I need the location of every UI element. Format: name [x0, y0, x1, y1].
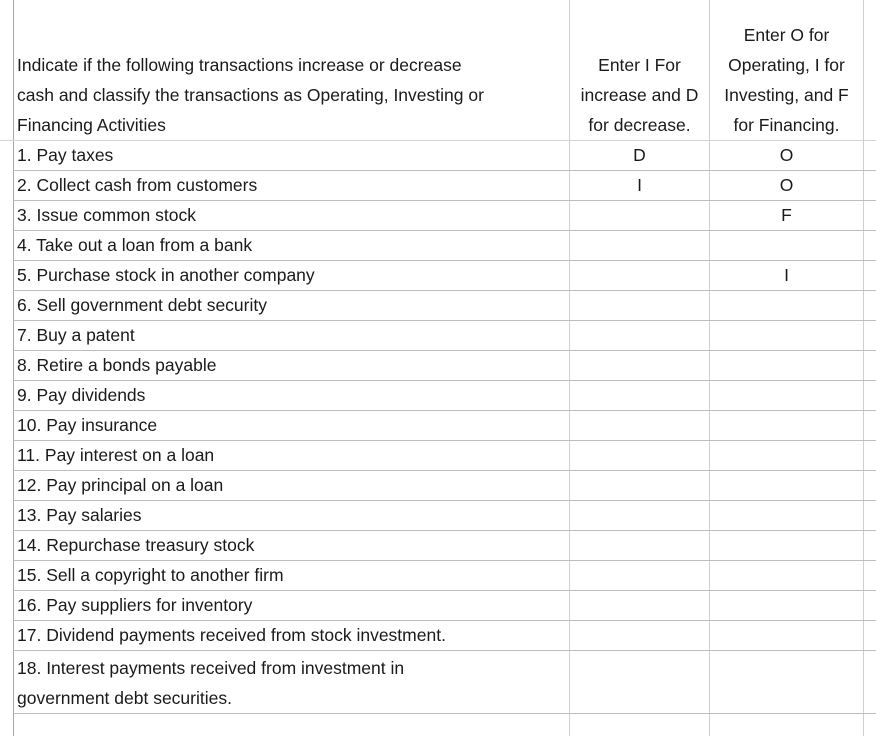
- activity-type-cell[interactable]: O: [779, 175, 794, 195]
- row-description: 3. Issue common stock: [17, 205, 196, 225]
- grid-line: [13, 650, 876, 651]
- row-description: 13. Pay salaries: [17, 505, 142, 525]
- activity-type-cell[interactable]: O: [779, 145, 794, 165]
- row-description-line: government debt securities.: [17, 688, 232, 708]
- row-description: 10. Pay insurance: [17, 415, 158, 435]
- header-col-c-line: Operating, I for: [728, 55, 845, 75]
- row-description: 16. Pay suppliers for inventory: [17, 595, 253, 615]
- row-description: 8. Retire a bonds payable: [17, 355, 217, 375]
- row-description: 12. Pay principal on a loan: [17, 475, 224, 495]
- grid-line: [863, 0, 864, 736]
- activity-type-cell[interactable]: F: [781, 205, 792, 225]
- activity-type-cell[interactable]: I: [784, 265, 789, 285]
- grid-line: [13, 500, 876, 501]
- header-col-b-line: increase and D: [580, 85, 699, 105]
- header-col-b-line: Enter I For: [598, 55, 681, 75]
- row-description: 4. Take out a loan from a bank: [17, 235, 253, 255]
- row-description-line: 18. Interest payments received from investment in: [17, 658, 405, 678]
- increase-decrease-cell[interactable]: D: [633, 145, 646, 165]
- row-description: 1. Pay taxes: [17, 145, 114, 165]
- grid-line: [13, 0, 14, 736]
- header-col-c-line: Investing, and F: [724, 85, 849, 105]
- row-description: 9. Pay dividends: [17, 385, 146, 405]
- header-col-c-line: Enter O for: [743, 25, 830, 45]
- row-description: 17. Dividend payments received from stock investment.: [17, 625, 446, 645]
- header-col-c-line: for Financing.: [733, 115, 840, 135]
- header-description-line: Financing Activities: [17, 115, 166, 135]
- row-description: 2. Collect cash from customers: [17, 175, 258, 195]
- grid-line: [13, 320, 876, 321]
- grid-line: [13, 713, 876, 714]
- row-description: 6. Sell government debt security: [17, 295, 267, 315]
- row-description: 7. Buy a patent: [17, 325, 135, 345]
- header-description-line: Indicate if the following transactions increase or decrease: [17, 55, 462, 75]
- row-description: 11. Pay interest on a loan: [17, 445, 215, 465]
- row-description: 15. Sell a copyright to another firm: [17, 565, 284, 585]
- row-description: 14. Repurchase treasury stock: [17, 535, 255, 555]
- row-description: 5. Purchase stock in another company: [17, 265, 315, 285]
- header-description-line: cash and classify the transactions as Operating, Investing or: [17, 85, 484, 105]
- header-col-b-line: for decrease.: [588, 115, 691, 135]
- increase-decrease-cell[interactable]: I: [637, 175, 642, 195]
